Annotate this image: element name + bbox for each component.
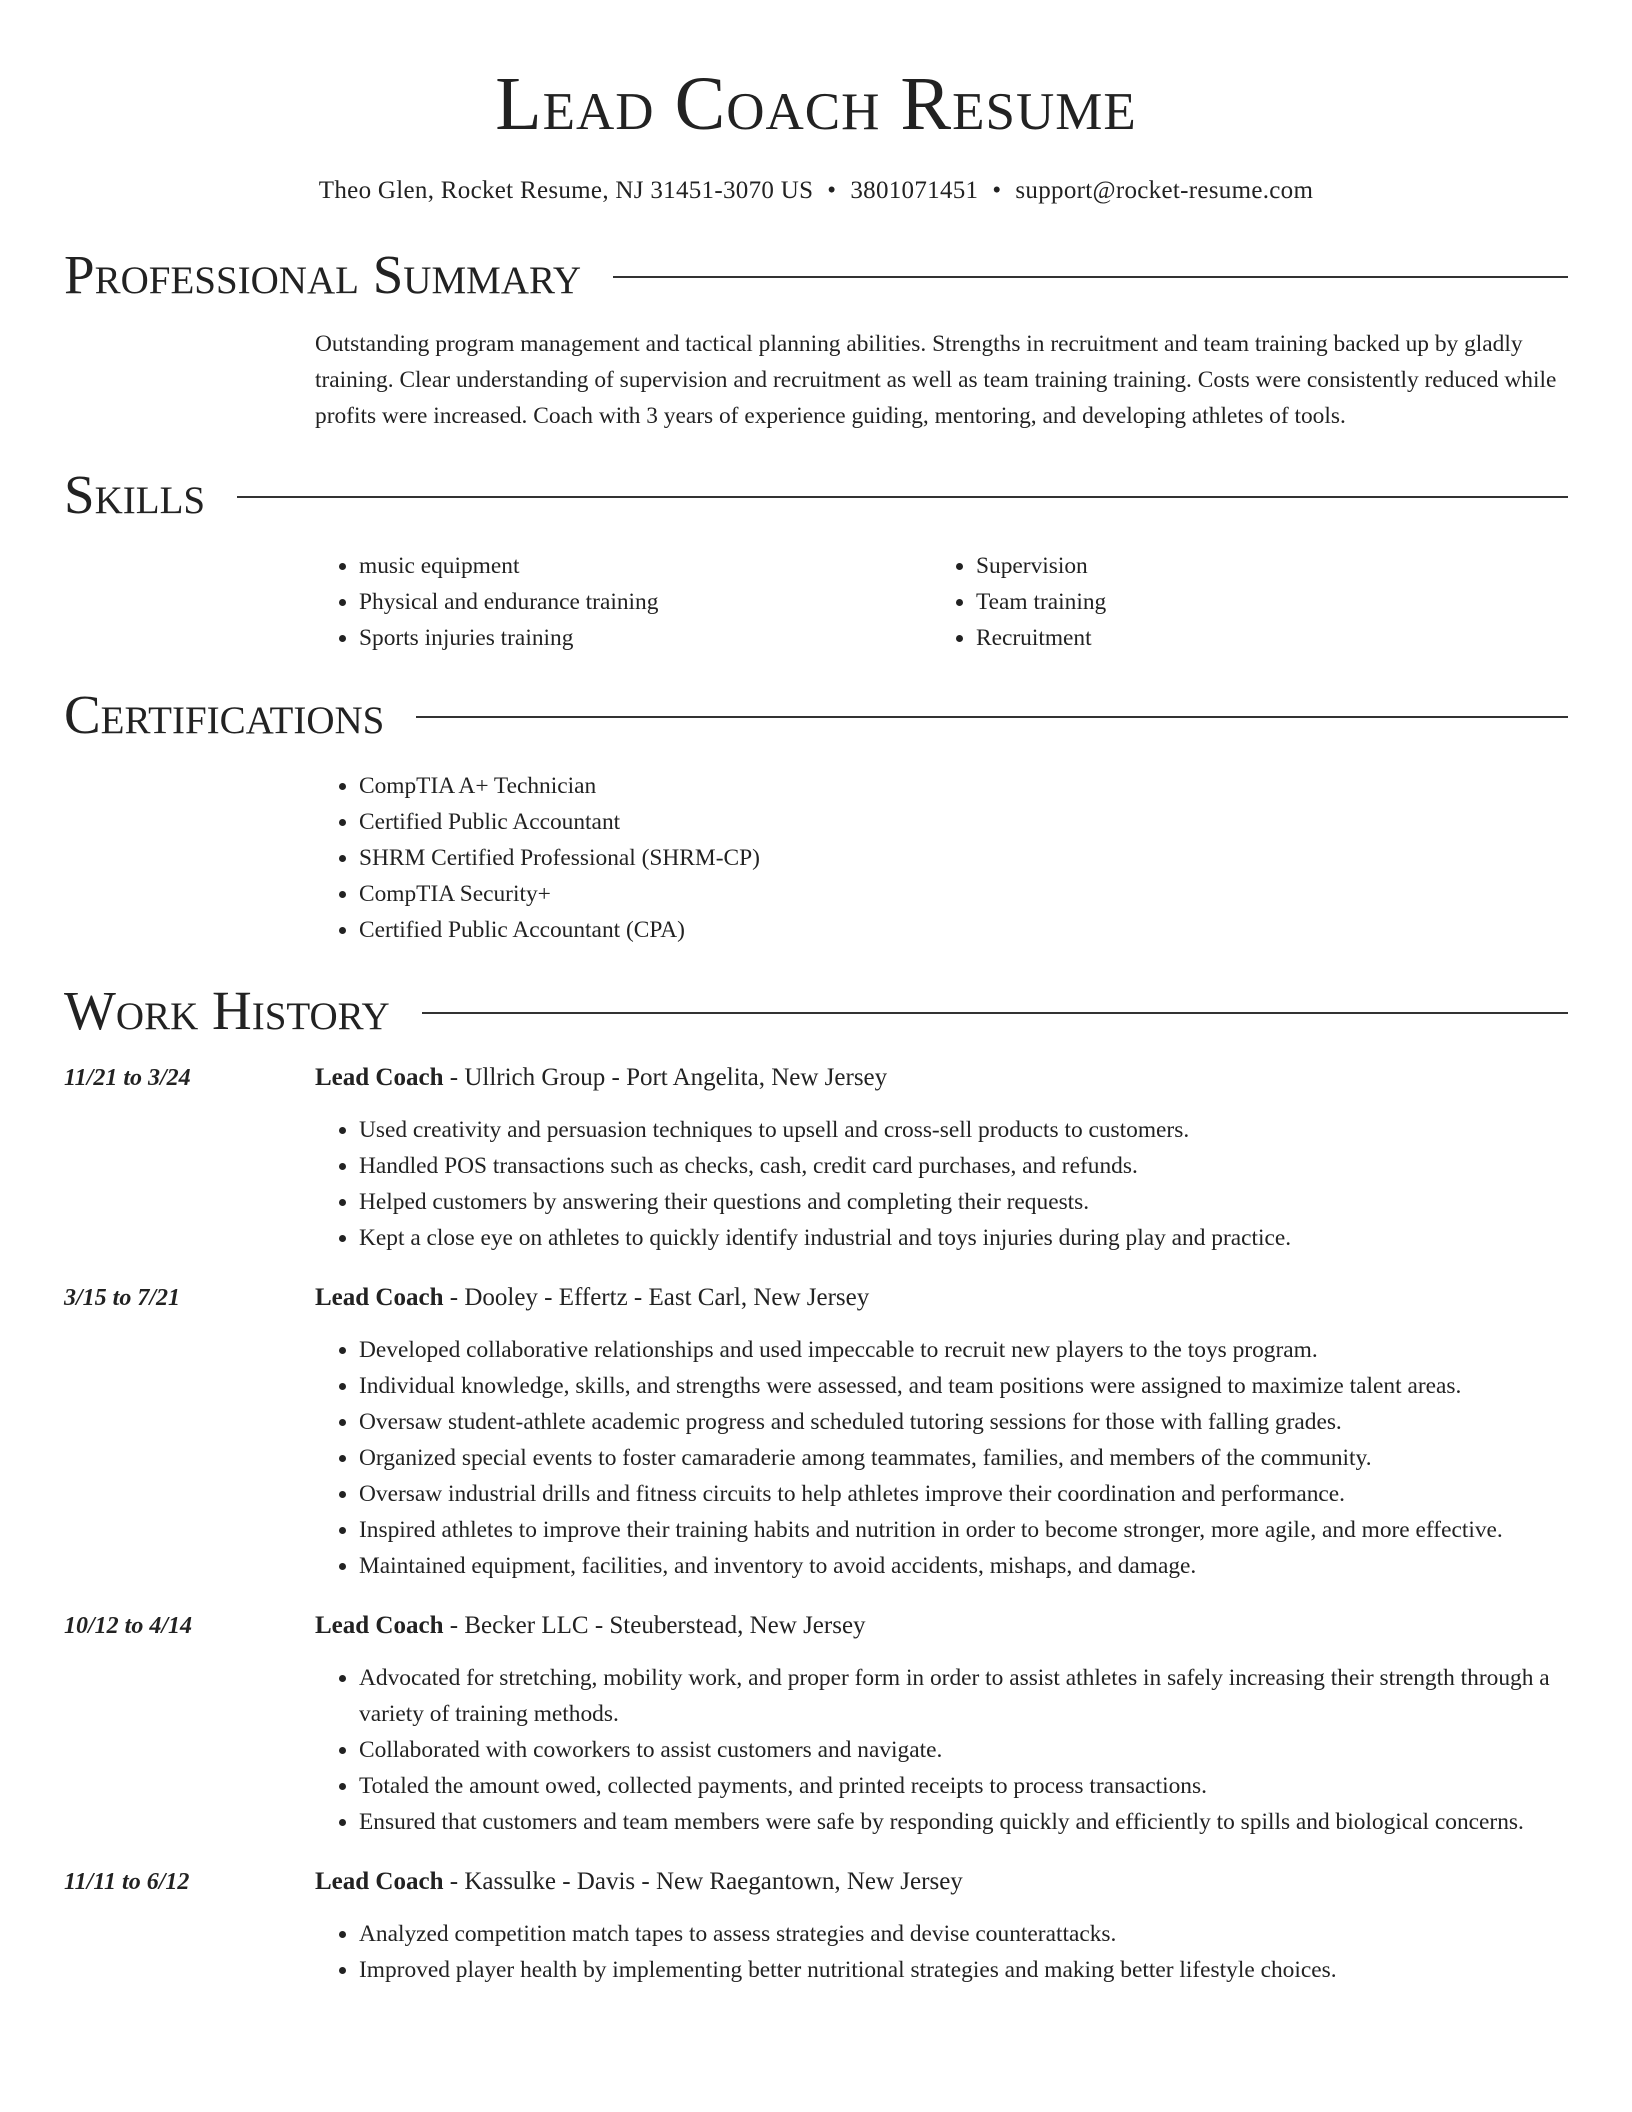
section-rule: [237, 496, 1568, 498]
job-header: [64, 1060, 1568, 1096]
summary-section-heading: [64, 244, 1568, 306]
job-bullet: • Oversaw student-athlete academic progress and scheduled tutoring sessions for those with falling grades.: [359, 1404, 1568, 1440]
skills-list: [315, 548, 1568, 656]
certifications-heading: Certifications: [64, 684, 385, 745]
certification-item: • Certified Public Accountant (CPA): [359, 912, 1568, 948]
job-header: [64, 1280, 1568, 1316]
job-header: [64, 1608, 1568, 1644]
job-title-line: [315, 1864, 963, 1900]
job-bullets: [315, 1112, 1568, 1256]
certification-item: • CompTIA Security+: [359, 876, 1568, 912]
job-title-separator: -: [443, 1612, 465, 1639]
job-bullet: • Oversaw industrial drills and fitness circuits to help athletes improve their coordination and performance.: [359, 1476, 1568, 1512]
job-bullet: • Collaborated with coworkers to assist customers and navigate.: [359, 1732, 1568, 1768]
resume-title: Lead Coach Resume: [495, 62, 1137, 146]
job-bullet: • Advocated for stretching, mobility work, and proper form in order to assist athletes in safely increasing their strength through a variety of training methods.: [359, 1660, 1568, 1732]
job-header: [64, 1864, 1568, 1900]
contact-separator: •: [992, 177, 1002, 204]
contact-separator: •: [827, 177, 837, 204]
certification-item: • SHRM Certified Professional (SHRM-CP): [359, 840, 1568, 876]
job-title: Lead Coach: [315, 1284, 444, 1311]
job-title-line: [315, 1280, 869, 1316]
skills-column-right: [932, 548, 1549, 656]
job-employer: Kassulke - Davis - New Raegantown, New Jersey: [464, 1868, 963, 1895]
skills-column-left: [315, 548, 932, 656]
section-rule: [422, 1012, 1568, 1014]
contact-phone: 3801071451: [850, 177, 979, 204]
job-dates: 3/15 to 7/21: [64, 1285, 181, 1311]
contact-email: support@rocket-resume.com: [1015, 177, 1314, 204]
job-title-line: [315, 1608, 866, 1644]
job-entry: [64, 1060, 1568, 1256]
work-history-heading: Work History: [64, 980, 390, 1041]
job-title-line: [315, 1060, 887, 1096]
job-title-separator: -: [443, 1868, 465, 1895]
job-title: Lead Coach: [315, 1612, 444, 1639]
job-dates: 10/12 to 4/14: [64, 1613, 193, 1639]
job-employer: Ullrich Group - Port Angelita, New Jersey: [464, 1064, 888, 1091]
job-title: Lead Coach: [315, 1064, 444, 1091]
job-bullets: [315, 1332, 1568, 1584]
skill-item: • Sports injuries training: [359, 620, 932, 656]
job-dates: 11/11 to 6/12: [64, 1869, 190, 1895]
summary-body: [315, 326, 1568, 434]
job-bullets: [315, 1916, 1568, 1988]
job-bullet: • Improved player health by implementing better nutritional strategies and making better lifestyle choices.: [359, 1952, 1568, 1988]
job-bullet: • Maintained equipment, facilities, and inventory to avoid accidents, mishaps, and damage.: [359, 1548, 1568, 1584]
job-bullet: • Used creativity and persuasion techniques to upsell and cross-sell products to customers.: [359, 1112, 1568, 1148]
skill-item: • music equipment: [359, 548, 932, 584]
job-bullet: • Analyzed competition match tapes to assess strategies and devise counterattacks.: [359, 1916, 1568, 1952]
summary-heading: Professional Summary: [64, 244, 582, 305]
contact-line: [64, 174, 1568, 208]
summary-text: Outstanding program management and tactical planning abilities. Strengths in recruitment and team training backed up by gladly training. Clear understanding of supervision and recruitment as well as team training training. Costs were consistently reduced while profits were increased. Coach with 3 years of experience guiding, mentoring, and developing athletes of tools.: [315, 331, 1557, 429]
job-bullet: • Handled POS transactions such as checks, cash, credit card purchases, and refunds.: [359, 1148, 1568, 1184]
job-entry: [64, 1864, 1568, 1988]
job-bullet: • Helped customers by answering their questions and completing their requests.: [359, 1184, 1568, 1220]
job-employer: Becker LLC - Steuberstead, New Jersey: [464, 1612, 866, 1639]
certification-item: • Certified Public Accountant: [359, 804, 1568, 840]
section-rule: [416, 716, 1568, 718]
job-employer: Dooley - Effertz - East Carl, New Jersey: [464, 1284, 870, 1311]
certifications-section-heading: [64, 684, 1568, 746]
job-entry: [64, 1608, 1568, 1840]
job-title: Lead Coach: [315, 1868, 444, 1895]
skills-section-heading: [64, 464, 1568, 526]
skill-item: • Team training: [976, 584, 1549, 620]
job-title-separator: -: [443, 1284, 465, 1311]
job-bullet: • Developed collaborative relationships and used impeccable to recruit new players to the toys program.: [359, 1332, 1568, 1368]
section-rule: [613, 276, 1568, 278]
job-bullet: • Totaled the amount owed, collected payments, and printed receipts to process transactions.: [359, 1768, 1568, 1804]
job-bullet: • Individual knowledge, skills, and strengths were assessed, and team positions were assigned to maximize talent areas.: [359, 1368, 1568, 1404]
job-bullet: • Ensured that customers and team members were safe by responding quickly and efficiently to spills and biological concerns.: [359, 1804, 1568, 1840]
job-dates: 11/21 to 3/24: [64, 1065, 191, 1091]
contact-address: Theo Glen, Rocket Resume, NJ 31451-3070 US: [318, 177, 814, 204]
job-bullet: • Organized special events to foster camaraderie among teammates, families, and members of the community.: [359, 1440, 1568, 1476]
certification-item: • CompTIA A+ Technician: [359, 768, 1568, 804]
certifications-list: [315, 768, 1568, 948]
skills-heading: Skills: [64, 464, 206, 525]
job-entry: [64, 1280, 1568, 1584]
job-bullets: [315, 1660, 1568, 1840]
skill-item: • Supervision: [976, 548, 1549, 584]
job-title-separator: -: [443, 1064, 465, 1091]
skill-item: • Physical and endurance training: [359, 584, 932, 620]
skill-item: • Recruitment: [976, 620, 1549, 656]
job-bullet: • Kept a close eye on athletes to quickly identify industrial and toys injuries during play and practice.: [359, 1220, 1568, 1256]
job-bullet: • Inspired athletes to improve their training habits and nutrition in order to become stronger, more agile, and more effective.: [359, 1512, 1568, 1548]
work-history-section-heading: [64, 980, 1568, 1042]
